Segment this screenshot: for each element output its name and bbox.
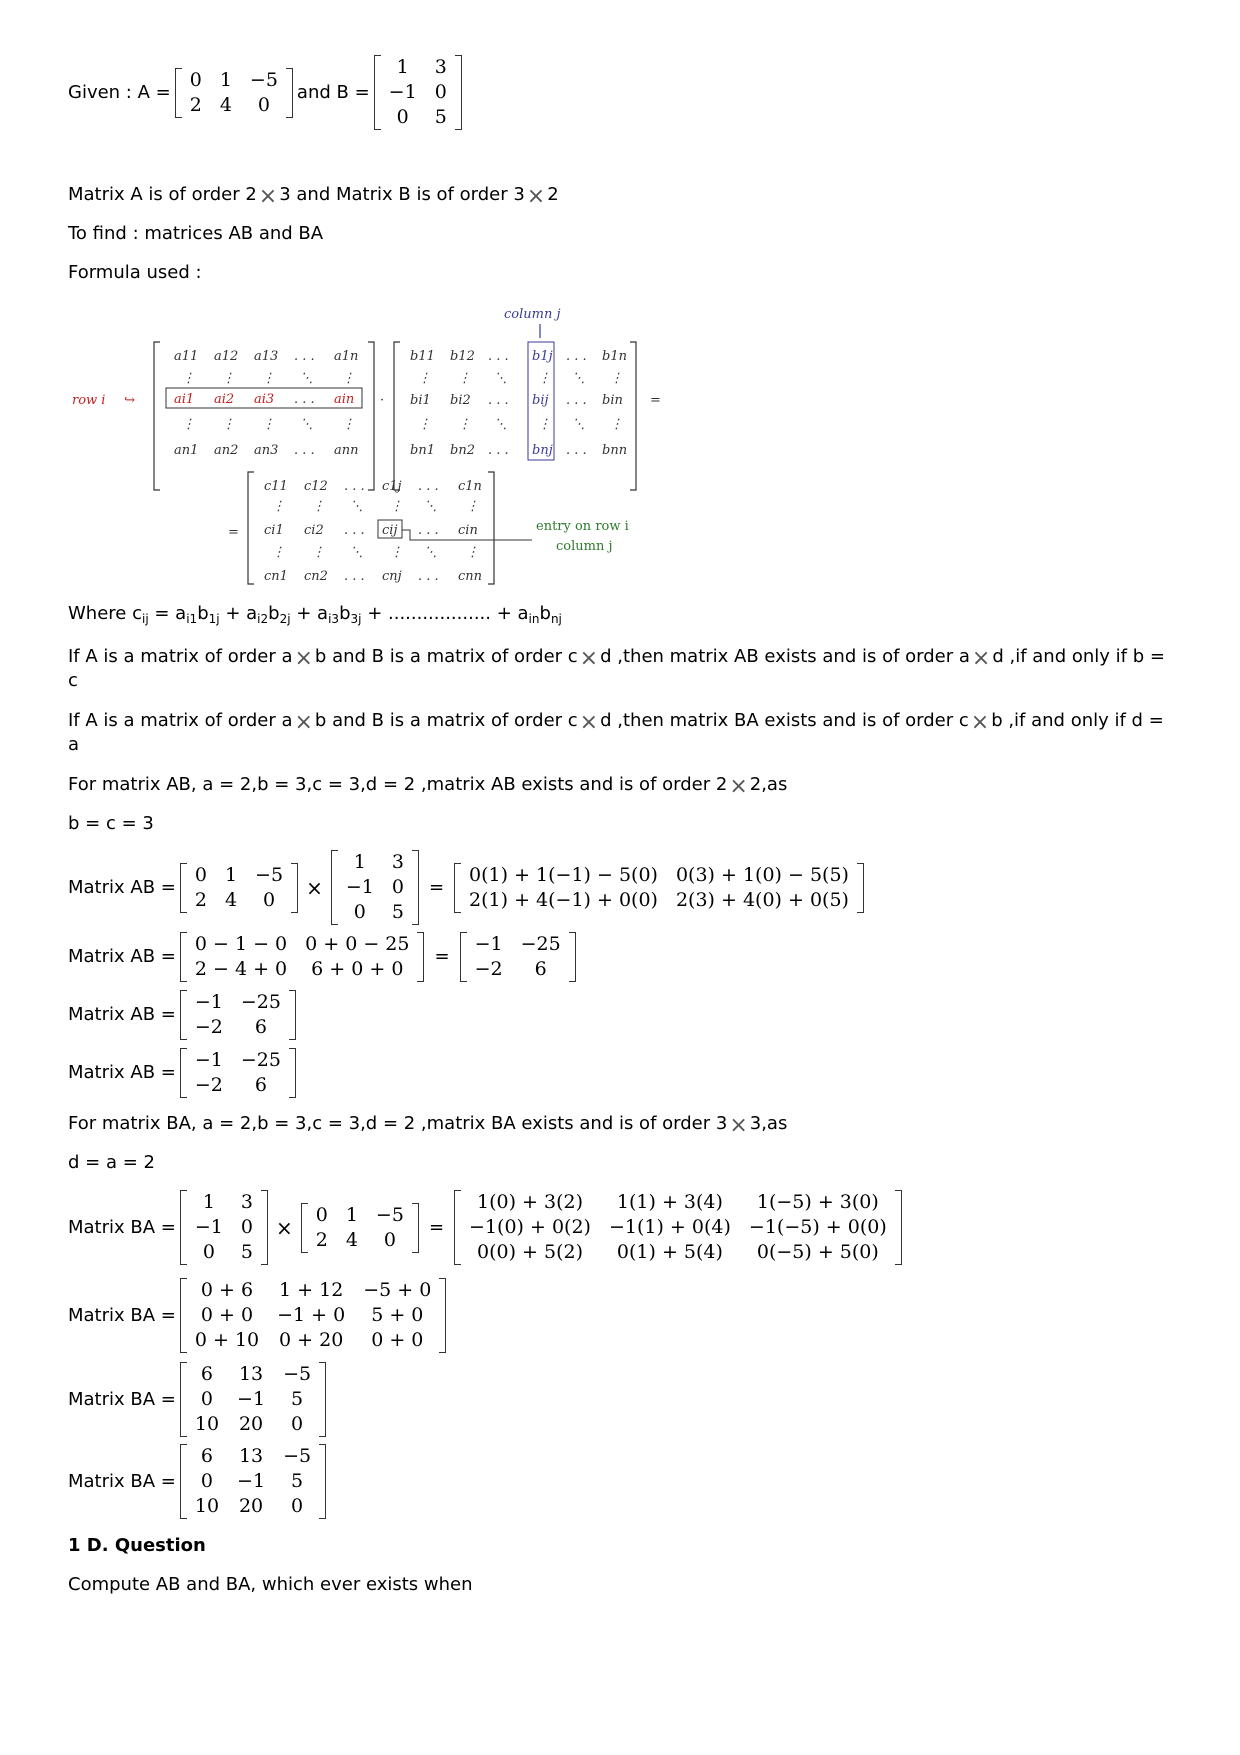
ab-result-row-2: Matrix AB = −1 −25 −2 6 — [68, 1048, 300, 1098]
to-find: To find : matrices AB and BA — [68, 223, 324, 244]
matrix-cell: 2 − 4 + 0 — [194, 958, 288, 980]
matrix-cell: 3 — [391, 851, 404, 873]
matrix-cell: 0 — [200, 1388, 213, 1410]
times-icon: × — [729, 1113, 748, 1138]
matrix-cell: 0 + 0 − 25 — [305, 933, 410, 955]
matrix-cell: −1(0) + 0(2) — [469, 1216, 591, 1238]
matrix-cell: −25 — [520, 933, 561, 955]
times-icon: × — [579, 710, 599, 735]
svg-text:⋮: ⋮ — [538, 371, 551, 386]
matrix-cell: 6 + 0 + 0 — [311, 958, 404, 980]
svg-text:⋱: ⋱ — [350, 545, 363, 560]
svg-text:⋮: ⋮ — [418, 371, 431, 386]
matrix-cell: 0 — [202, 1241, 215, 1263]
matrix-cell: 0 — [189, 68, 202, 91]
ab-result-matrix — [180, 1048, 296, 1098]
svg-text:=: = — [650, 393, 661, 408]
matrix-cell: 3 — [240, 1191, 253, 1213]
matrix-cell: −5 + 0 — [363, 1279, 432, 1301]
matrix-cell: −1(−5) + 0(0) — [748, 1216, 887, 1238]
ab-exists-line: For matrix AB, a = 2,b = 3,c = 3,d = 2 ,matrix AB exists and is of order 2× 2,as — [68, 774, 788, 799]
svg-text:⋮: ⋮ — [538, 417, 551, 432]
svg-text:a11: a11 — [174, 349, 199, 364]
matrix-cell: 20 — [238, 1495, 264, 1517]
svg-text:cnj: cnj — [382, 569, 402, 584]
svg-text:an3: an3 — [254, 443, 279, 458]
svg-text:a13: a13 — [254, 349, 279, 364]
matrix-cell: 20 — [238, 1413, 264, 1435]
order-line: Matrix A is of order 2× 3 and Matrix B is of order 3× 2 — [68, 184, 559, 209]
svg-text:bnj: bnj — [532, 443, 553, 458]
matrix-cell: −1 — [474, 933, 503, 955]
svg-text:⋮: ⋮ — [262, 417, 275, 432]
matrix-cell: 1 — [219, 68, 232, 91]
svg-text:bij: bij — [532, 393, 549, 408]
matrix-cell: 0 + 10 — [194, 1329, 260, 1351]
svg-text:⋮: ⋮ — [390, 499, 403, 514]
matrix-cell: 13 — [238, 1363, 264, 1385]
matrix-cell: 0 — [291, 1413, 304, 1435]
svg-text:. . .: . . . — [294, 392, 315, 407]
svg-text:ain: ain — [334, 392, 355, 407]
ab-result-matrix — [460, 932, 576, 982]
svg-text:=: = — [228, 525, 239, 540]
matrix-cell: 1(−5) + 3(0) — [756, 1191, 879, 1213]
matrix-cell: −5 — [375, 1203, 404, 1226]
svg-text:⋮: ⋮ — [342, 371, 355, 386]
matrix-cell: 0 — [263, 888, 276, 911]
svg-text:bi2: bi2 — [450, 393, 471, 408]
svg-text:⋱: ⋱ — [572, 371, 585, 386]
matrix-cell: 6 — [200, 1445, 213, 1467]
svg-text:⋮: ⋮ — [312, 499, 325, 514]
times-icon: × — [729, 774, 748, 799]
svg-text:c1j: c1j — [382, 479, 402, 494]
matrix-cell: −1 — [237, 1470, 266, 1492]
matrix-cell: 0(1) + 1(−1) − 5(0) — [469, 863, 658, 886]
given-line — [68, 55, 466, 130]
matrix-cell: 0 + 20 — [279, 1329, 344, 1351]
matrix-cell: 1 — [202, 1191, 215, 1213]
matrix-cell: 1(1) + 3(4) — [616, 1191, 723, 1213]
svg-text:⋮: ⋮ — [312, 545, 325, 560]
matrix-cell: −25 — [240, 1049, 281, 1071]
matrix-cell: 1 — [396, 56, 409, 78]
svg-text:⋱: ⋱ — [424, 545, 437, 560]
svg-text:ci1: ci1 — [264, 523, 284, 538]
matrix-cell: −1 — [194, 1216, 223, 1238]
matrix-cell: −2 — [194, 1074, 223, 1096]
svg-text:⋮: ⋮ — [342, 417, 355, 432]
times-icon: × — [971, 646, 991, 671]
matrix-cell: −1 — [345, 876, 374, 898]
svg-text:ai3: ai3 — [254, 392, 275, 407]
times-icon: × — [306, 875, 323, 900]
rule-ab: If A is a matrix of order a× b and B is a matrix of order c× d ,then matrix AB exists and is of order a× d ,if and only if b = c — [68, 646, 1165, 691]
matrix-cell: 0 — [194, 863, 207, 886]
b-eq-c: b = c = 3 — [68, 813, 154, 834]
svg-text:a1n: a1n — [334, 349, 359, 364]
svg-text:. . .: . . . — [344, 479, 365, 494]
matrix-cell: 0 — [257, 93, 270, 116]
matrix-multiplication-diagram — [68, 300, 688, 590]
svg-text:⋮: ⋮ — [418, 417, 431, 432]
svg-text:b1j: b1j — [532, 349, 553, 364]
svg-text:⋱: ⋱ — [494, 417, 507, 432]
rule-ba: If A is a matrix of order a× b and B is a matrix of order c× d ,then matrix BA exists and is of order c× b ,if and only if d = a — [68, 710, 1164, 755]
ab-step1-row: Matrix AB = 0 1 −5 2 4 0 × 1 3 −1 0 0 5 = 0(1) + 1(−1) − 5(0) 0(3) + 1(0) − 5(5) 2(1) + 4(−1) + 0(0) 2(3) + 4(0) + 0(5) — [68, 850, 868, 925]
matrix-cell: 0 + 0 — [371, 1329, 424, 1351]
ab-result-matrix — [180, 990, 296, 1040]
matrix-cell: −1 — [194, 1049, 223, 1071]
matrix-cell: 0 — [396, 106, 409, 128]
matrix-cell: 2 — [315, 1228, 328, 1251]
times-icon: × — [294, 710, 313, 735]
svg-text:cij: cij — [382, 523, 398, 538]
matrix-cell: 0(−5) + 5(0) — [756, 1241, 879, 1263]
svg-text:cnn: cnn — [458, 569, 483, 584]
matrix-cell: −25 — [240, 991, 281, 1013]
svg-text:an1: an1 — [174, 443, 199, 458]
svg-text:a12: a12 — [214, 349, 239, 364]
ba-step2-matrix — [180, 1278, 446, 1353]
matrix-cell: 13 — [238, 1445, 264, 1467]
matrix-cell: 0 — [291, 1495, 304, 1517]
svg-text:ai1: ai1 — [174, 392, 195, 407]
svg-text:an2: an2 — [214, 443, 239, 458]
matrix-cell: 6 — [534, 958, 547, 980]
svg-text:⋱: ⋱ — [424, 499, 437, 514]
svg-text:·: · — [380, 393, 385, 408]
matrix-cell: 0 — [315, 1203, 328, 1226]
matrix-cell: 2 — [189, 93, 202, 116]
question-text: Compute AB and BA, which ever exists when — [68, 1574, 473, 1595]
matrix-cell: 1 + 12 — [279, 1279, 344, 1301]
svg-text:. . .: . . . — [488, 393, 509, 408]
svg-text:⋮: ⋮ — [458, 371, 471, 386]
matrix-cell: 3 — [434, 56, 447, 78]
matrix-cell: −1(1) + 0(4) — [608, 1216, 731, 1238]
matrix-cell: 0 — [383, 1228, 396, 1251]
matrix-cell: 0 + 0 — [200, 1304, 254, 1326]
matrix-cell: 5 — [240, 1241, 253, 1263]
svg-text:c1n: c1n — [458, 479, 482, 494]
entry-label-2: column j — [556, 539, 613, 554]
matrix-cell: 1 — [224, 863, 238, 886]
times-icon: × — [970, 710, 990, 735]
matrix-b-inline — [180, 1190, 268, 1265]
svg-text:. . .: . . . — [294, 349, 315, 364]
svg-text:cn2: cn2 — [304, 569, 328, 584]
matrix-cell: −5 — [283, 1445, 312, 1467]
matrix-cell: 0(3) + 1(0) − 5(5) — [675, 863, 849, 886]
svg-text:⋮: ⋮ — [466, 545, 479, 560]
matrix-cell: 0(1) + 5(4) — [616, 1241, 723, 1263]
svg-text:cn1: cn1 — [264, 569, 288, 584]
ba-exists-line: For matrix BA, a = 2,b = 3,c = 3,d = 2 ,matrix BA exists and is of order 3× 3,as — [68, 1113, 788, 1138]
svg-text:cin: cin — [458, 523, 478, 538]
matrix-a — [175, 68, 293, 118]
ba-step1-row: Matrix BA = 1 3 −1 0 0 5 × 0 1 −5 2 4 0 = 1(0) + 3(2) 1(1) + 3(4) 1(−5) + 3(0) −1(0) + 0(2) −1(1) + 0(4) −1(−5) + 0(0) 0(0) + 5(2) 0(1) + 5(4) 0(−5) + 5(0) — [68, 1190, 906, 1265]
and-label: and B = — [296, 81, 370, 103]
entry-label-1: entry on row i — [536, 519, 629, 534]
matrix-cell: 0 — [353, 901, 366, 923]
matrix-cell: 5 — [391, 901, 404, 923]
matrix-cell: −2 — [194, 1016, 223, 1038]
matrix-a-inline — [180, 863, 298, 913]
matrix-cell: 0 — [200, 1470, 213, 1492]
matrix-cell: 0 + 6 — [200, 1279, 254, 1301]
svg-text:ai2: ai2 — [214, 392, 235, 407]
matrix-cell: −1 — [237, 1388, 266, 1410]
matrix-cell: −1 — [194, 991, 223, 1013]
svg-text:⋱: ⋱ — [300, 371, 313, 386]
svg-text:⋮: ⋮ — [182, 371, 195, 386]
matrix-cell: 6 — [254, 1016, 267, 1038]
svg-text:⋱: ⋱ — [572, 417, 585, 432]
svg-text:bn2: bn2 — [450, 443, 475, 458]
matrix-cell: 0(0) + 5(2) — [476, 1241, 583, 1263]
formula-used: Formula used : — [68, 262, 202, 283]
matrix-b — [374, 55, 462, 130]
matrix-cell: 5 — [434, 106, 447, 128]
svg-text:⋮: ⋮ — [458, 417, 471, 432]
svg-text:c12: c12 — [304, 479, 328, 494]
svg-text:bnn: bnn — [602, 443, 628, 458]
given-label: Given : A = — [68, 81, 171, 103]
matrix-a-inline — [301, 1203, 419, 1253]
svg-text:. . .: . . . — [488, 443, 509, 458]
matrix-cell: 2(1) + 4(−1) + 0(0) — [469, 888, 658, 911]
column-j-label: column j — [504, 307, 561, 322]
svg-text:. . .: . . . — [418, 569, 439, 584]
svg-text:bi1: bi1 — [410, 393, 431, 408]
svg-text:⋮: ⋮ — [610, 417, 623, 432]
svg-text:. . .: . . . — [566, 349, 587, 364]
svg-text:. . .: . . . — [566, 393, 587, 408]
row-i-label: row i — [72, 393, 106, 408]
ba-result-row-2: Matrix BA = 6 13 −5 0 −1 5 10 20 0 — [68, 1444, 330, 1519]
matrix-cell: 1 — [353, 851, 366, 873]
ba-result-matrix — [180, 1362, 326, 1437]
where-line: Where $c_{ij} = a_{i1}b_{1j} + a_{i2}b_{2j} + a_{i3}b_{3j}$ + .................. + $a_{in}b_{nj}$ — [68, 603, 562, 626]
ab-step2-row: Matrix AB = 0 − 1 − 0 0 + 0 − 25 2 − 4 + 0 6 + 0 + 0 = −1 −25 −2 6 — [68, 932, 580, 982]
matrix-cell: −5 — [249, 68, 278, 91]
matrix-cell: 10 — [194, 1413, 220, 1435]
svg-text:⋱: ⋱ — [494, 371, 507, 386]
ba-step2-row: Matrix BA = 0 + 6 1 + 12 −5 + 0 0 + 0 −1 + 0 5 + 0 0 + 10 0 + 20 0 + 0 — [68, 1278, 450, 1353]
times-icon: × — [258, 184, 278, 209]
matrix-cell: 0 — [434, 81, 447, 103]
svg-text:. . .: . . . — [488, 349, 509, 364]
svg-text:b11: b11 — [410, 349, 435, 364]
matrix-cell: 2(3) + 4(0) + 0(5) — [675, 888, 849, 911]
ba-result-row-1: Matrix BA = 6 13 −5 0 −1 5 10 20 0 — [68, 1362, 330, 1437]
times-icon: × — [526, 184, 546, 209]
d-eq-a: d = a = 2 — [68, 1152, 155, 1173]
matrix-cell: 6 — [200, 1363, 213, 1385]
matrix-cell: 4 — [224, 888, 238, 911]
svg-text:⋮: ⋮ — [222, 417, 235, 432]
svg-text:. . .: . . . — [418, 479, 439, 494]
svg-text:. . .: . . . — [344, 569, 365, 584]
svg-text:. . .: . . . — [344, 523, 365, 538]
ab-result-row-1: Matrix AB = −1 −25 −2 6 — [68, 990, 300, 1040]
svg-text:⋮: ⋮ — [610, 371, 623, 386]
matrix-cell: −1 + 0 — [277, 1304, 346, 1326]
svg-text:. . .: . . . — [418, 523, 439, 538]
matrix-cell: 10 — [194, 1495, 220, 1517]
matrix-cell: 0 — [240, 1216, 253, 1238]
matrix-cell: 1 — [345, 1203, 358, 1226]
matrix-cell: 4 — [219, 93, 232, 116]
matrix-cell: 2 — [194, 888, 207, 911]
matrix-cell: 5 — [291, 1470, 304, 1492]
svg-text:bin: bin — [602, 393, 623, 408]
matrix-cell: −5 — [255, 863, 284, 886]
svg-text:↪: ↪ — [124, 393, 135, 408]
svg-text:bn1: bn1 — [410, 443, 435, 458]
ba-result-matrix — [180, 1444, 326, 1519]
svg-text:c11: c11 — [264, 479, 288, 494]
matrix-cell: −5 — [283, 1363, 312, 1385]
svg-text:⋮: ⋮ — [272, 499, 285, 514]
svg-text:b12: b12 — [450, 349, 475, 364]
matrix-b-inline — [331, 850, 419, 925]
matrix-cell: −2 — [474, 958, 503, 980]
times-icon: × — [275, 1215, 293, 1240]
matrix-cell: 6 — [254, 1074, 267, 1096]
svg-text:⋮: ⋮ — [262, 371, 275, 386]
times-icon: × — [579, 646, 599, 671]
matrix-cell: −1 — [388, 81, 417, 103]
matrix-cell: 1(0) + 3(2) — [476, 1191, 583, 1213]
svg-text:. . .: . . . — [566, 443, 587, 458]
svg-text:⋮: ⋮ — [182, 417, 195, 432]
svg-text:. . .: . . . — [294, 443, 315, 458]
matrix-cell: 4 — [345, 1228, 358, 1251]
ab-step1-matrix — [454, 863, 864, 913]
matrix-cell: 5 — [291, 1388, 304, 1410]
matrix-cell: 0 — [391, 876, 404, 898]
ba-step1-matrix — [454, 1190, 902, 1265]
times-icon: × — [294, 646, 313, 671]
svg-text:⋱: ⋱ — [300, 417, 313, 432]
svg-text:⋮: ⋮ — [466, 499, 479, 514]
svg-text:⋮: ⋮ — [222, 371, 235, 386]
question-heading: 1 D. Question — [68, 1535, 206, 1556]
svg-text:ann: ann — [334, 443, 359, 458]
matrix-cell: 0 − 1 − 0 — [194, 933, 288, 955]
ab-step2-matrix — [180, 932, 425, 982]
svg-text:b1n: b1n — [602, 349, 627, 364]
svg-text:⋮: ⋮ — [390, 545, 403, 560]
svg-text:⋮: ⋮ — [272, 545, 285, 560]
matrix-cell: 5 + 0 — [371, 1304, 424, 1326]
svg-text:ci2: ci2 — [304, 523, 324, 538]
svg-text:⋱: ⋱ — [350, 499, 363, 514]
